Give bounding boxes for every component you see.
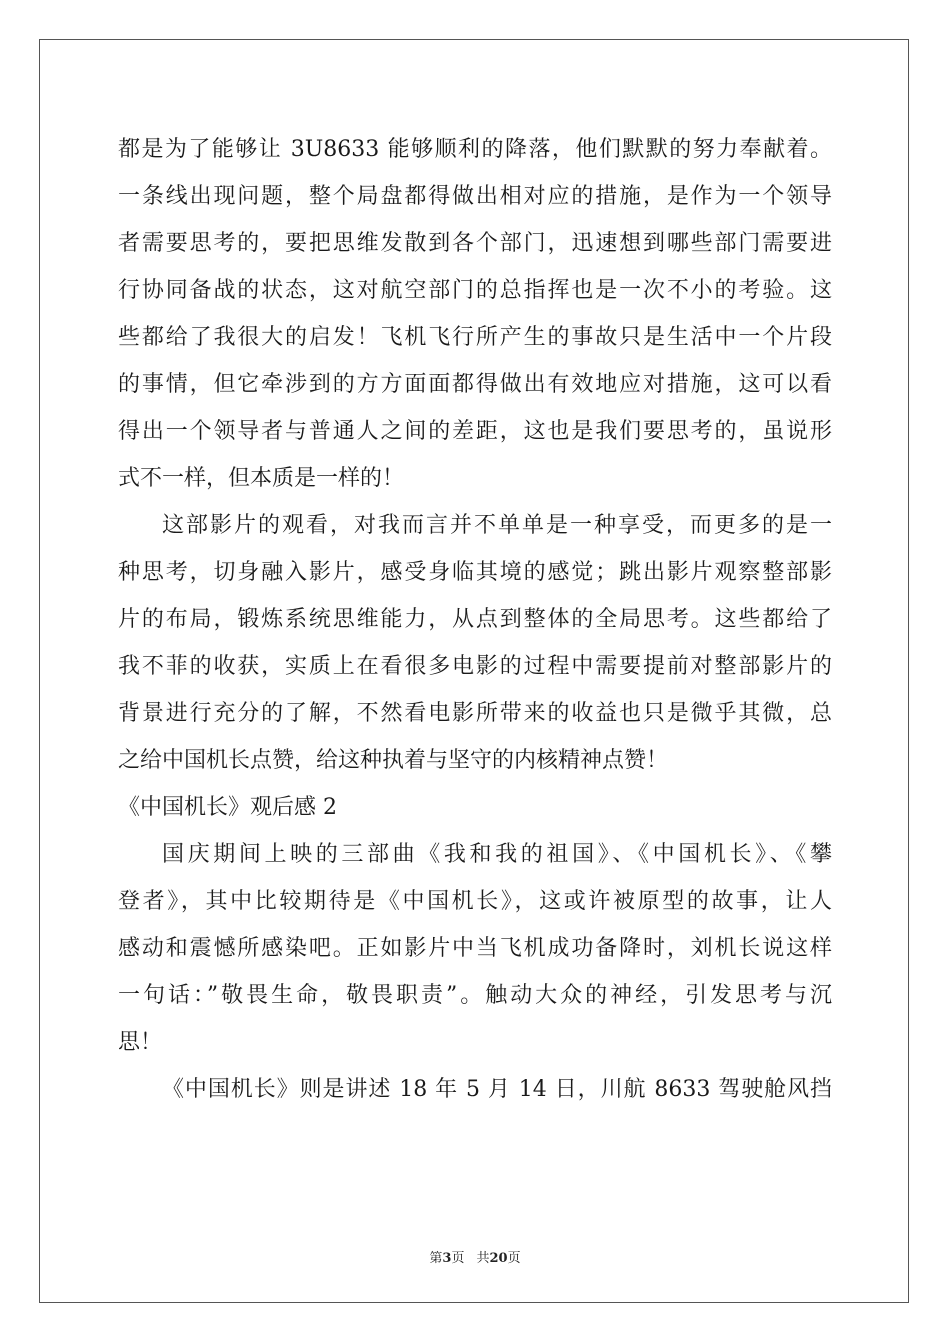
footer-page-current: 3 (442, 1251, 452, 1266)
text-line: 《中国机长》则是讲述 18 年 5 月 14 日，川航 8633 驾驶舱风挡 (162, 1077, 832, 1102)
text-line: 行协同备战的状态，这对航空部门的总指挥也是一次不小的考验。这 (118, 278, 832, 303)
text-line: 种思考，切身融入影片，感受身临其境的感觉；跳出影片观察整部影 (118, 560, 832, 585)
document-body (118, 126, 832, 1113)
text-line: 背景进行充分的了解，不然看电影所带来的收益也只是微乎其微，总 (118, 701, 832, 726)
text-line: 得出一个领导者与普通人之间的差距，这也是我们要思考的，虽说形 (118, 419, 832, 444)
text-line: 这部影片的观看，对我而言并不单单是一种享受，而更多的是一 (162, 513, 832, 538)
text-line: 者需要思考的，要把思维发散到各个部门，迅速想到哪些部门需要进 (118, 231, 832, 256)
page-footer (0, 1247, 950, 1266)
text-line: 登者》，其中比较期待是《中国机长》，这或许被原型的故事，让人 (118, 889, 832, 914)
footer-page-suffix: 页 (451, 1251, 465, 1266)
footer-total-prefix: 共 (476, 1251, 490, 1266)
footer-total-suffix: 页 (507, 1251, 521, 1266)
text-line: 片的布局，锻炼系统思维能力，从点到整体的全局思考。这些都给了 (118, 607, 832, 632)
text-line: 的事情，但它牵涉到的方方面面都得做出有效地应对措施，这可以看 (118, 372, 832, 397)
text-line: 国庆期间上映的三部曲《我和我的祖国》、《中国机长》、《攀 (162, 842, 832, 867)
footer-page-total: 20 (489, 1251, 508, 1266)
section-heading: 《中国机长》观后感 2 (118, 795, 337, 820)
text-line: 一句话：”敬畏生命，敬畏职责”。触动大众的神经，引发思考与沉 (118, 983, 832, 1008)
text-line: 思！ (118, 1030, 163, 1055)
text-line: 之给中国机长点赞，给这种执着与坚守的内核精神点赞！ (118, 748, 669, 773)
text-line: 我不菲的收获，实质上在看很多电影的过程中需要提前对整部影片的 (118, 654, 832, 679)
footer-page-prefix: 第 (429, 1251, 443, 1266)
text-line: 都是为了能够让 3U8633 能够顺利的降落，他们默默的努力奉献着。 (118, 137, 832, 162)
text-line: 感动和震憾所感染吧。正如影片中当飞机成功备降时，刘机长说这样 (118, 936, 832, 961)
text-line: 一条线出现问题，整个局盘都得做出相对应的措施，是作为一个领导 (118, 184, 832, 209)
text-line: 些都给了我很大的启发！飞机飞行所产生的事故只是生活中一个片段 (118, 325, 832, 350)
text-line: 式不一样，但本质是一样的！ (118, 466, 405, 491)
